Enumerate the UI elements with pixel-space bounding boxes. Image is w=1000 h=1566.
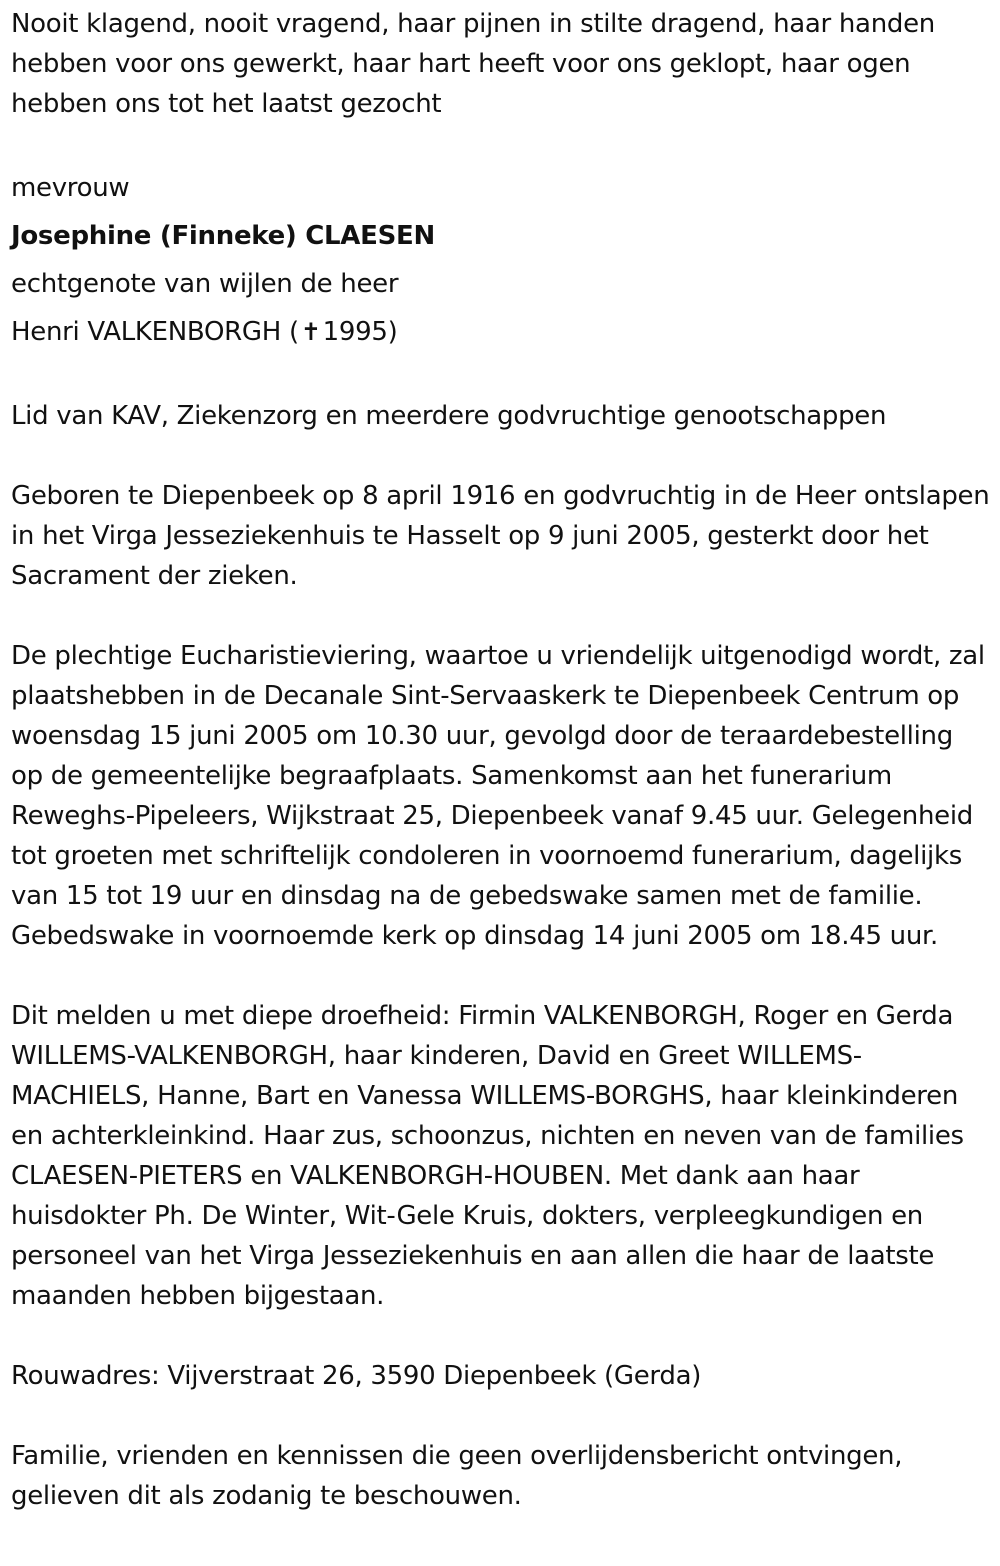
- spacer: [11, 436, 992, 476]
- spacer: [11, 1396, 992, 1436]
- address-paragraph: Rouwadres: Vijverstraat 26, 3590 Diepenbeek (Gerda): [11, 1361, 702, 1391]
- cross-icon: ✝: [300, 318, 321, 346]
- spouse-year: 1995): [322, 317, 398, 347]
- spouse-intro: echtgenote van wijlen de heer: [11, 269, 399, 299]
- spouse-line: [11, 308, 992, 356]
- announcement-paragraph: Dit melden u met diepe droefheid: Firmin VALKENBORGH, Roger en Gerda WILLEMS-VALKENBORGH, haar kinderen, David en Greet WILLEMS-MACHIELS, Hanne, Bart en Vanessa WILLEMS-BORGHS, haar kleinkinderen en achterkleinkind. Haar zus, schoonzus, nichten en neven van de families CLAESEN-PIETERS en VALKENBORGH-HOUBEN. Met dank aan haar huisdokter Ph. De Winter, Wit-Gele Kruis, dokters, verpleegkundigen en personeel van het Virga Jesseziekenhuis en aan allen die haar de laatste maanden hebben bijgestaan.: [11, 1001, 964, 1311]
- ceremony-paragraph: De plechtige Eucharistieviering, waartoe u vriendelijk uitgenodigd wordt, zal plaatshebben in de Decanale Sint-Servaaskerk te Diepenbeek Centrum op woensdag 15 juni 2005 om 10.30 uur, gevolgd door de teraardebestelling op de gemeentelijke begraafplaats. Samenkomst aan het funerarium Reweghs-Pipeleers, Wijkstraat 25, Diepenbeek vanaf 9.45 uur. Gelegenheid tot groeten met schriftelijk condoleren in voornoemd funerarium, dagelijks van 15 tot 19 uur en dinsdag na de gebedswake samen met de familie. Gebedswake in voornoemde kerk op dinsdag 14 juni 2005 om 18.45 uur.: [11, 641, 985, 951]
- deceased-name: Josephine (Finneke) CLAESEN: [11, 221, 435, 251]
- spacer: [11, 1316, 992, 1356]
- spacer: [11, 124, 992, 164]
- spacer: [11, 356, 992, 396]
- spacer: [11, 596, 992, 636]
- membership-paragraph: Lid van KAV, Ziekenzorg en meerdere godvruchtige genootschappen: [11, 401, 887, 431]
- spacer: [11, 956, 992, 996]
- closing-paragraph: Familie, vrienden en kennissen die geen overlijdensbericht ontvingen, gelieven dit als zodanig te beschouwen.: [11, 1441, 903, 1511]
- spouse-name: Henri VALKENBORGH (: [11, 317, 299, 347]
- birth-death-paragraph: Geboren te Diepenbeek op 8 april 1916 en godvruchtig in de Heer ontslapen in het Virga Jesseziekenhuis te Hasselt op 9 juni 2005, gesterkt door het Sacrament der zieken.: [11, 481, 990, 591]
- salutation: mevrouw: [11, 173, 130, 203]
- motto-paragraph: Nooit klagend, nooit vragend, haar pijnen in stilte dragend, haar handen hebben voor ons gewerkt, haar hart heeft voor ons geklopt, haar ogen hebben ons tot het laatst gezocht: [11, 9, 935, 119]
